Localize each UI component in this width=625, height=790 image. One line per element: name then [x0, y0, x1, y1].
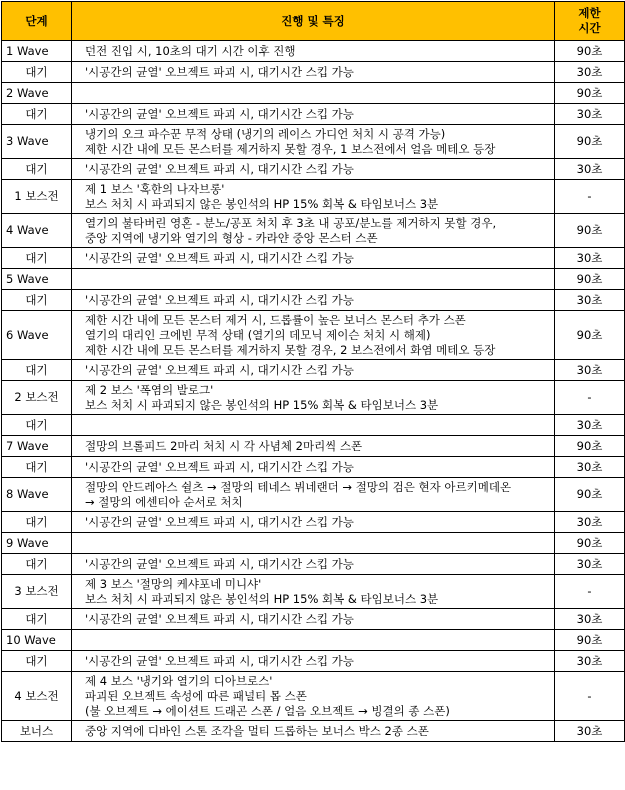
description-cell: [72, 630, 555, 651]
description-cell: [72, 554, 555, 575]
description-line: '시공간의 균열' 오브젝트 파괴 시, 대기시간 스킵 가능: [85, 514, 354, 529]
description-cell: [72, 214, 555, 248]
description-line: 열기의 대리인 크에빈 무적 상태 (열기의 데모닉 제이슨 처치 시 해제): [85, 327, 431, 342]
time-limit-cell: 30초: [555, 290, 625, 311]
table-row: [2, 630, 625, 651]
description-line: 던전 진입 시, 10초의 대기 시간 이후 진행: [85, 43, 296, 58]
table-row: [2, 436, 625, 457]
time-limit-cell: 30초: [555, 609, 625, 630]
time-limit-cell: 30초: [555, 248, 625, 269]
time-limit-cell: 90초: [555, 630, 625, 651]
description-line: 보스 처치 시 파괴되지 않은 봉인석의 HP 15% 회복 & 타임보너스 3분: [85, 591, 439, 606]
table-row: [2, 512, 625, 533]
table-row: [2, 381, 625, 415]
table-row: [2, 248, 625, 269]
stage-cell: 대기: [2, 554, 72, 575]
stage-cell: 8 Wave: [2, 478, 72, 512]
description-cell: [72, 457, 555, 478]
description-cell: [72, 62, 555, 83]
stage-cell: 3 Wave: [2, 125, 72, 159]
stage-cell: 대기: [2, 104, 72, 125]
description-line: 제한 시간 내에 모든 몬스터를 제거하지 못할 경우, 2 보스전에서 화염 메테오 등장: [85, 342, 496, 357]
description-line: '시공간의 균열' 오브젝트 파괴 시, 대기시간 스킵 가능: [85, 161, 354, 176]
time-limit-cell: -: [555, 575, 625, 609]
stage-cell: 6 Wave: [2, 311, 72, 360]
stage-cell: 9 Wave: [2, 533, 72, 554]
description-cell: [72, 575, 555, 609]
table-row: [2, 554, 625, 575]
stage-cell: 7 Wave: [2, 436, 72, 457]
stage-cell: 대기: [2, 651, 72, 672]
description-cell: [72, 436, 555, 457]
stage-cell: 보너스: [2, 721, 72, 742]
time-limit-cell: 30초: [555, 457, 625, 478]
time-limit-cell: 90초: [555, 478, 625, 512]
description-cell: [72, 41, 555, 62]
description-cell: [72, 651, 555, 672]
stage-cell: 대기: [2, 290, 72, 311]
stage-cell: 대기: [2, 62, 72, 83]
description-line: 절망의 안드레아스 쉴츠 → 절망의 테네스 뷔네랜더 → 절망의 검은 현자 아르키메데온: [85, 479, 512, 494]
table-row: [2, 83, 625, 104]
description-cell: [72, 360, 555, 381]
description-cell: [72, 269, 555, 290]
table-row: [2, 159, 625, 180]
description-line: '시공간의 균열' 오브젝트 파괴 시, 대기시간 스킵 가능: [85, 556, 354, 571]
stage-cell: 대기: [2, 360, 72, 381]
description-cell: [72, 672, 555, 721]
description-line: 제 3 보스 '절망의 케샤포네 미니샤': [85, 576, 262, 591]
stage-cell: 2 Wave: [2, 83, 72, 104]
description-line: (불 오브젝트 → 에이션트 드래곤 스폰 / 얼음 오브젝트 → 빙결의 종 스폰): [85, 703, 450, 718]
time-limit-cell: 30초: [555, 512, 625, 533]
time-limit-cell: 90초: [555, 533, 625, 554]
time-limit-cell: -: [555, 180, 625, 214]
table-row: [2, 125, 625, 159]
time-limit-cell: 90초: [555, 311, 625, 360]
time-limit-cell: -: [555, 672, 625, 721]
table-row: [2, 41, 625, 62]
description-cell: [72, 104, 555, 125]
description-line: 제한 시간 내에 모든 몬스터 제거 시, 드롭률이 높은 보너스 몬스터 추가 스폰: [85, 312, 466, 327]
description-cell: [72, 159, 555, 180]
table-row: [2, 457, 625, 478]
stage-cell: 대기: [2, 248, 72, 269]
description-line: → 절망의 에센티아 순서로 처치: [85, 494, 243, 509]
time-limit-cell: -: [555, 381, 625, 415]
description-cell: [72, 478, 555, 512]
stage-cell: 1 보스전: [2, 180, 72, 214]
description-cell: [72, 609, 555, 630]
header-time-limit: [555, 2, 625, 41]
table-row: [2, 360, 625, 381]
header-time-limit-line2: 시간: [578, 21, 601, 35]
time-limit-cell: 30초: [555, 159, 625, 180]
table-row: [2, 290, 625, 311]
stage-cell: 4 Wave: [2, 214, 72, 248]
table-header-row: [2, 2, 625, 41]
description-line: '시공간의 균열' 오브젝트 파괴 시, 대기시간 스킵 가능: [85, 64, 354, 79]
description-cell: [72, 180, 555, 214]
description-line: '시공간의 균열' 오브젝트 파괴 시, 대기시간 스킵 가능: [85, 292, 354, 307]
description-line: 제 4 보스 '냉기와 열기의 디아브로스': [85, 673, 273, 688]
description-line: 제한 시간 내에 모든 몬스터를 제거하지 못할 경우, 1 보스전에서 얼음 메테오 등장: [85, 141, 496, 156]
time-limit-cell: 90초: [555, 125, 625, 159]
stage-cell: 대기: [2, 457, 72, 478]
table-row: [2, 478, 625, 512]
description-line: '시공간의 균열' 오브젝트 파괴 시, 대기시간 스킵 가능: [85, 459, 354, 474]
description-cell: [72, 381, 555, 415]
description-line: 보스 처치 시 파괴되지 않은 봉인석의 HP 15% 회복 & 타임보너스 3분: [85, 397, 439, 412]
description-line: '시공간의 균열' 오브젝트 파괴 시, 대기시간 스킵 가능: [85, 106, 354, 121]
stage-cell: 1 Wave: [2, 41, 72, 62]
stage-cell: 2 보스전: [2, 381, 72, 415]
time-limit-cell: 90초: [555, 214, 625, 248]
stage-cell: 대기: [2, 512, 72, 533]
time-limit-cell: 90초: [555, 269, 625, 290]
stage-cell: 4 보스전: [2, 672, 72, 721]
table-row: [2, 180, 625, 214]
time-limit-cell: 30초: [555, 360, 625, 381]
description-line: 절망의 브롤피드 2마리 처치 시 각 사념체 2마리씩 스폰: [85, 438, 363, 453]
description-line: 중앙 지역에 냉기와 열기의 형상 - 카라얀 중앙 몬스터 스폰: [85, 230, 378, 245]
time-limit-cell: 90초: [555, 83, 625, 104]
header-description: 진행 및 특징: [72, 2, 555, 41]
table-row: [2, 672, 625, 721]
table-row: [2, 721, 625, 742]
table-row: [2, 415, 625, 436]
description-line: 냉기의 오크 파수꾼 무적 상태 (냉기의 레이스 가디언 처치 시 공격 가능): [85, 126, 446, 141]
stage-cell: 10 Wave: [2, 630, 72, 651]
description-line: 파괴된 오브젝트 속성에 따른 패널티 몹 스폰: [85, 688, 307, 703]
time-limit-cell: 90초: [555, 436, 625, 457]
description-cell: [72, 533, 555, 554]
table-row: [2, 651, 625, 672]
time-limit-cell: 30초: [555, 554, 625, 575]
table-row: [2, 214, 625, 248]
time-limit-cell: 30초: [555, 62, 625, 83]
description-line: '시공간의 균열' 오브젝트 파괴 시, 대기시간 스킵 가능: [85, 653, 354, 668]
description-line: 보스 처치 시 파괴되지 않은 봉인석의 HP 15% 회복 & 타임보너스 3분: [85, 196, 439, 211]
table-row: [2, 609, 625, 630]
description-cell: [72, 721, 555, 742]
table-row: [2, 62, 625, 83]
stage-cell: 대기: [2, 609, 72, 630]
table-row: [2, 269, 625, 290]
header-time-limit-line1: 제한: [578, 6, 601, 20]
time-limit-cell: 30초: [555, 651, 625, 672]
table-row: [2, 575, 625, 609]
description-line: 열기의 불타버린 영혼 - 분노/공포 처치 후 3초 내 공포/분노를 제거하지 못할 경우,: [85, 215, 497, 230]
description-line: '시공간의 균열' 오브젝트 파괴 시, 대기시간 스킵 가능: [85, 362, 354, 377]
time-limit-cell: 90초: [555, 41, 625, 62]
description-cell: [72, 83, 555, 104]
description-cell: [72, 290, 555, 311]
stage-cell: 대기: [2, 159, 72, 180]
dungeon-progress-table: [1, 1, 625, 742]
table-row: [2, 311, 625, 360]
description-cell: [72, 415, 555, 436]
time-limit-cell: 30초: [555, 415, 625, 436]
description-line: 제 1 보스 '혹한의 나자브롱': [85, 181, 225, 196]
stage-cell: 5 Wave: [2, 269, 72, 290]
description-line: '시공간의 균열' 오브젝트 파괴 시, 대기시간 스킵 가능: [85, 611, 354, 626]
description-line: 중앙 지역에 디바인 스톤 조각을 멀티 드롭하는 보너스 박스 2종 스폰: [85, 723, 429, 738]
description-cell: [72, 248, 555, 269]
time-limit-cell: 30초: [555, 721, 625, 742]
table-row: [2, 533, 625, 554]
table-row: [2, 104, 625, 125]
description-line: 제 2 보스 '폭염의 발로그': [85, 382, 214, 397]
description-cell: [72, 125, 555, 159]
description-cell: [72, 311, 555, 360]
description-cell: [72, 512, 555, 533]
description-line: '시공간의 균열' 오브젝트 파괴 시, 대기시간 스킵 가능: [85, 250, 354, 265]
time-limit-cell: 30초: [555, 104, 625, 125]
header-stage: 단계: [2, 2, 72, 41]
stage-cell: 대기: [2, 415, 72, 436]
stage-cell: 3 보스전: [2, 575, 72, 609]
